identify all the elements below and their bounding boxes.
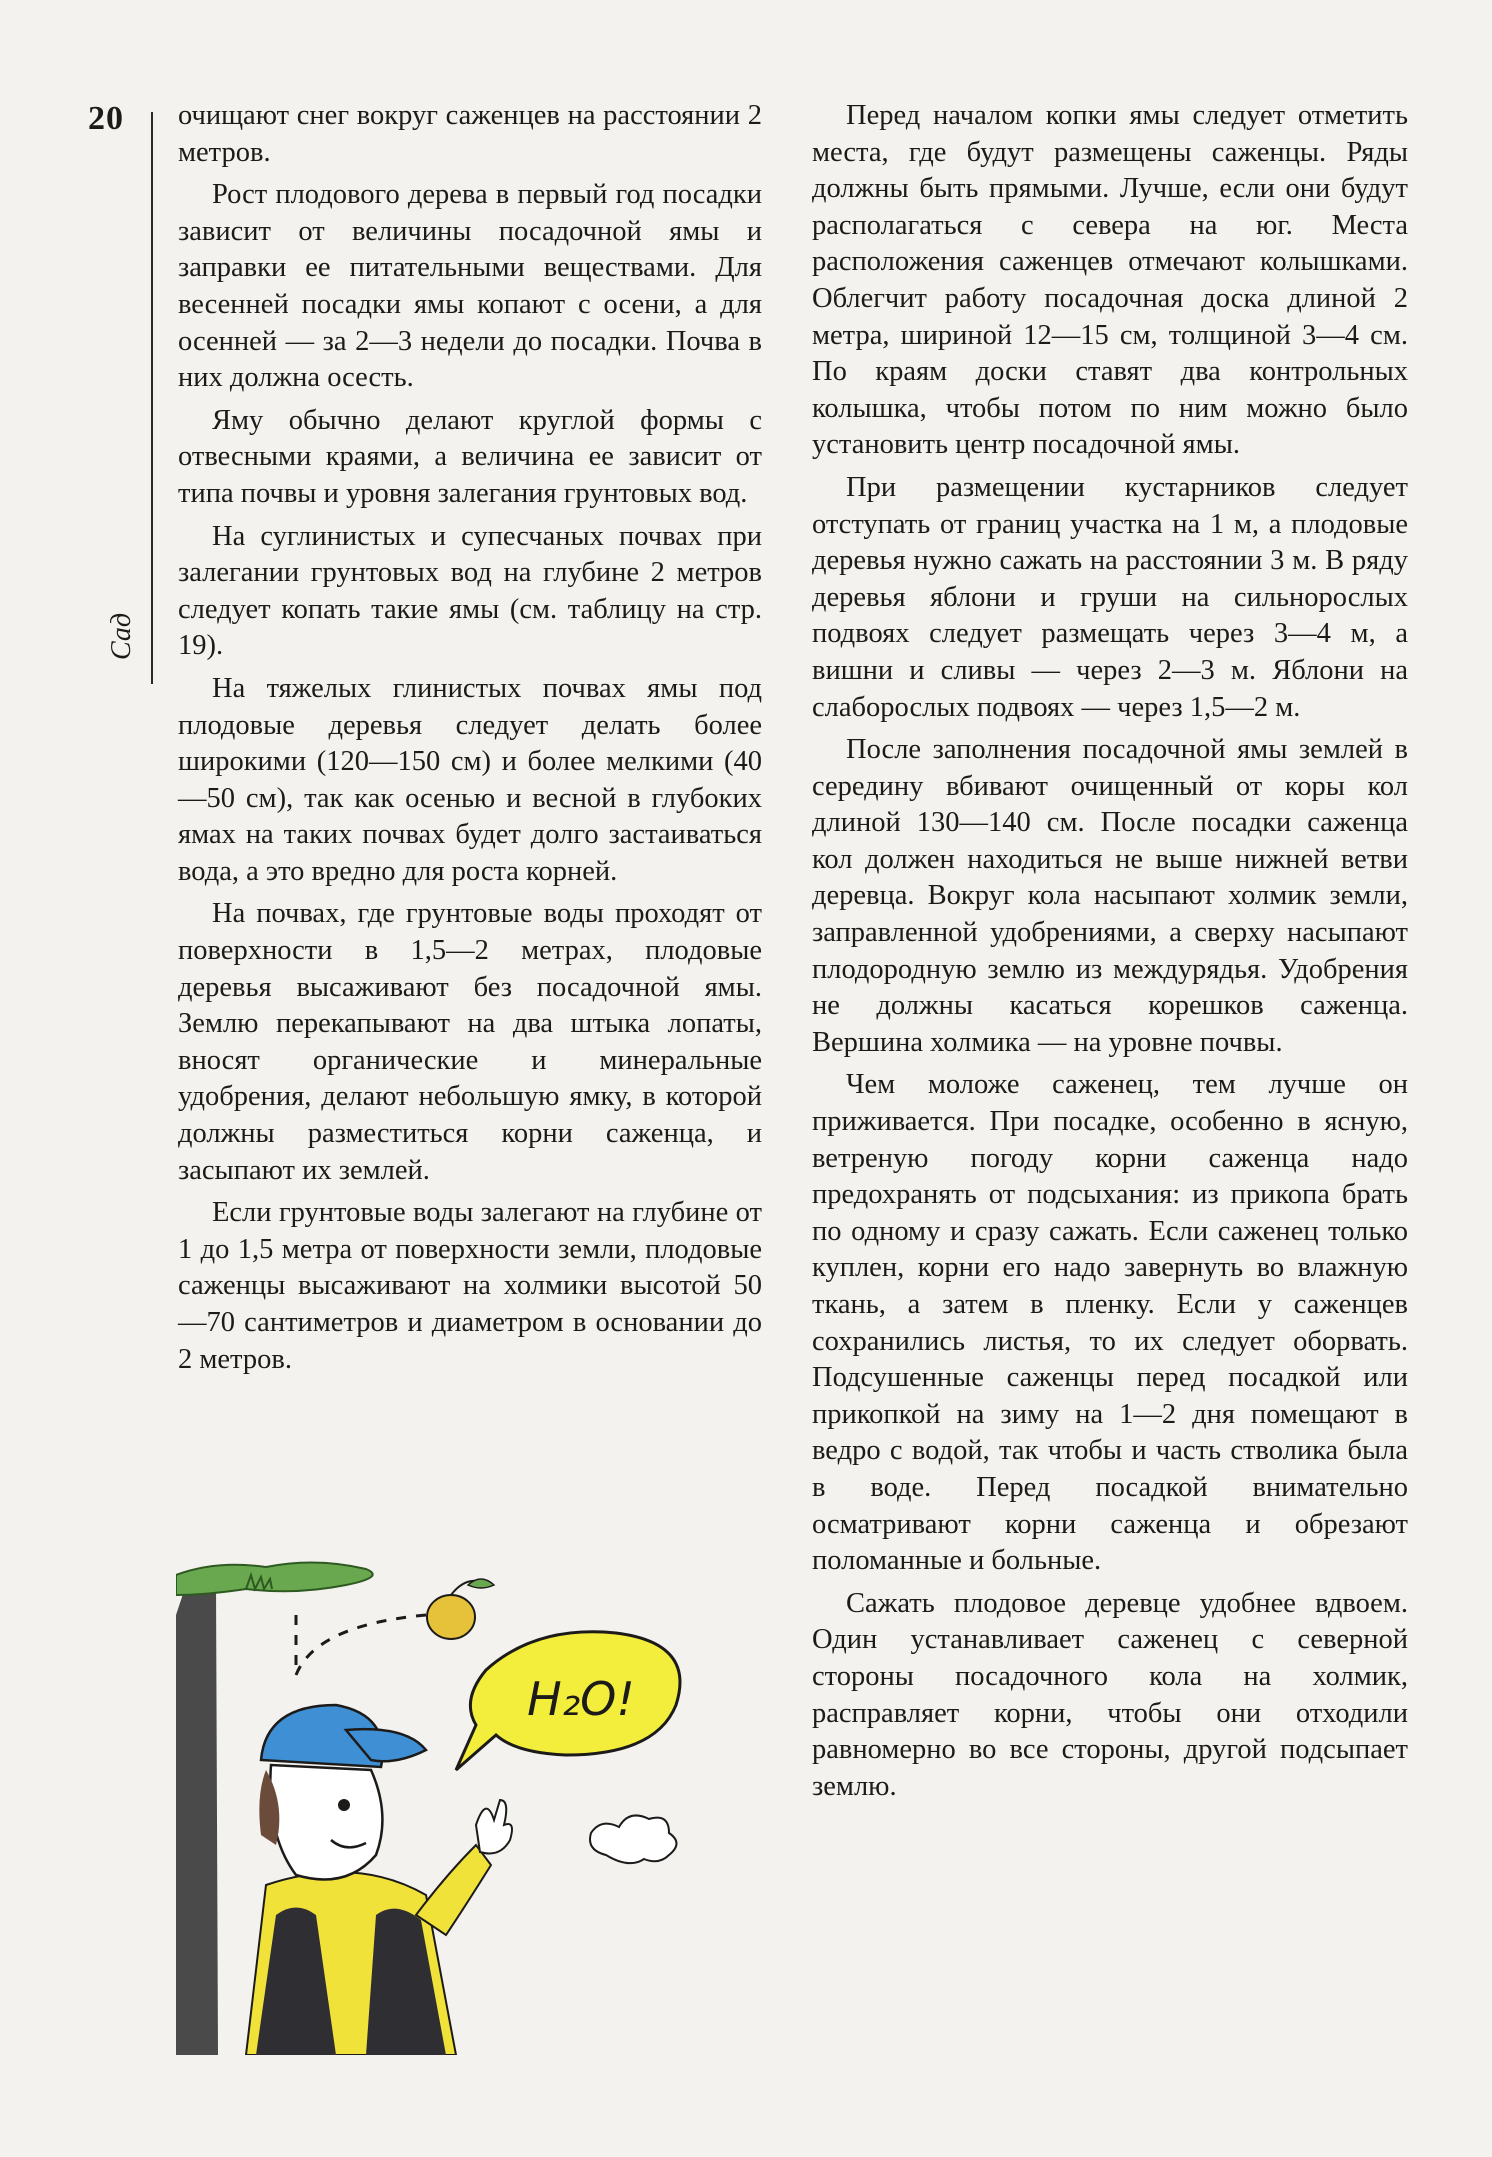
margin-rule (151, 112, 153, 684)
paragraph: На тяжелых глинистых почвах ямы под плодовые деревья следует делать более широкими (120—150 см) и более мелкими (40—50 см), так как осенью и весной в глубоких ямах на таких почвах будет долго застаиваться вода, а это вредно для роста корней. (178, 672, 762, 887)
character-head (270, 1765, 382, 1880)
section-label: Сад (106, 612, 137, 660)
paragraph: Если грунтовые воды залегают на глубине от 1 до 1,5 метра от поверхности земли, плодовые саженцы высаживают на холмики высотой 50—70 сантиметров и диаметром в основании до 2 метров. (178, 1197, 762, 1375)
right-column (812, 98, 1408, 1811)
tree-trunk (176, 1585, 218, 2055)
character-hand (476, 1800, 512, 1854)
gardener-illustration (176, 1555, 776, 2055)
paragraph: Перед началом копки ямы следует отметить места, где будут размещены саженцы. Ряды должны быть прямыми. Лучше, если они будут располагаться с севера на юг. Места расположения саженцев отмечают колышками. Облегчит работу посадочная доска длиной 2 метра, шириной 12—15 см, толщиной 3—4 см. По краям доски ставят два контрольных колышка, чтобы потом по ним можно было установить центр посадочной ямы. (812, 100, 1408, 461)
paragraph: На почвах, где грунтовые воды проходят от поверхности в 1,5—2 метрах, плодовые деревья высаживают без посадочной ямы. Землю перекапывают на два штыка лопаты, вносят органические и минеральные удобрения, делают небольшую ямку, в которой должны разместиться корни саженца, и засыпают их землей. (178, 898, 762, 1186)
paragraph: На суглинистых и супесчаных почвах при залегании грунтовых вод на глубине 2 метров следует копать такие ямы (см. таблицу на стр. 19). (178, 520, 762, 662)
apple-icon (427, 1579, 494, 1639)
paragraph: очищают снег вокруг саженцев на расстоянии 2 метров. (178, 100, 762, 168)
dashed-trajectory (296, 1615, 426, 1675)
cloud-icon (590, 1815, 677, 1863)
tree-foliage (176, 1562, 373, 1595)
paragraph: Рост плодового дерева в первый год посадки зависит от величины посадочной ямы и заправки ее питательными веществами. Для весенней посадки ямы копают с осени, а для осенней — за 2—3 недели до посадки. Почва в них должна осесть. (178, 179, 762, 394)
speech-bubble-text: H₂O! (527, 1672, 635, 1726)
left-column (178, 98, 762, 1384)
page-number: 20 (88, 100, 124, 137)
paragraph: Яму обычно делают круглой формы с отвесными краями, а величина ее зависит от типа почвы и уровня залегания грунтовых вод. (178, 404, 762, 509)
paragraph: При размещении кустарников следует отступать от границ участка на 1 м, а плодовые деревья нужно сажать на расстоянии 3 м. В ряду деревья яблони и груши на сильнорослых подвоях следует размещать через 3—4 м, а вишни и сливы — через 2—3 м. Яблони на слаборослых подвоях — через 1,5—2 м. (812, 471, 1408, 723)
character-arm (416, 1845, 491, 1935)
speech-bubble (456, 1632, 680, 1770)
paragraph: После заполнения посадочной ямы землей в середину вбивают очищенный от коры кол длиной 130—140 см. После посадки саженца кол должен находиться не выше нижней ветви деревца. Вокруг кола насыпают холмик земли, заправленной удобрениями, а сверху насыпают плодородную землю из междурядья. Удобрения не должны касаться корешков саженца. Вершина холмика — на уровне почвы. (812, 734, 1408, 1058)
paragraph: Чем моложе саженец, тем лучше он приживается. При посадке, особенно в ясную, ветреную погоду корни саженца надо предохранять от подсыхания: из прикопа брать по одному и сразу сажать. Если саженец только куплен, корни его надо завернуть во влажную ткань, а затем в пленку. Если у саженцев сохранились листья, то их следует оборвать. Подсушенные саженцы перед посадкой или прикопкой на зиму на 1—2 дня помещают в ведро с водой, так чтобы и часть стволика была в воде. Перед посадкой внимательно осматривают корни саженца и обрезают поломанные и больные. (812, 1069, 1408, 1577)
paragraph: Сажать плодовое деревце удобнее вдвоем. Один устанавливает саженец с северной стороны посадочного кола на холмик, расправляет корни, чтобы они отходили равномерно во все стороны, другой подсыпает землю. (812, 1587, 1408, 1802)
character-eye (338, 1799, 350, 1811)
